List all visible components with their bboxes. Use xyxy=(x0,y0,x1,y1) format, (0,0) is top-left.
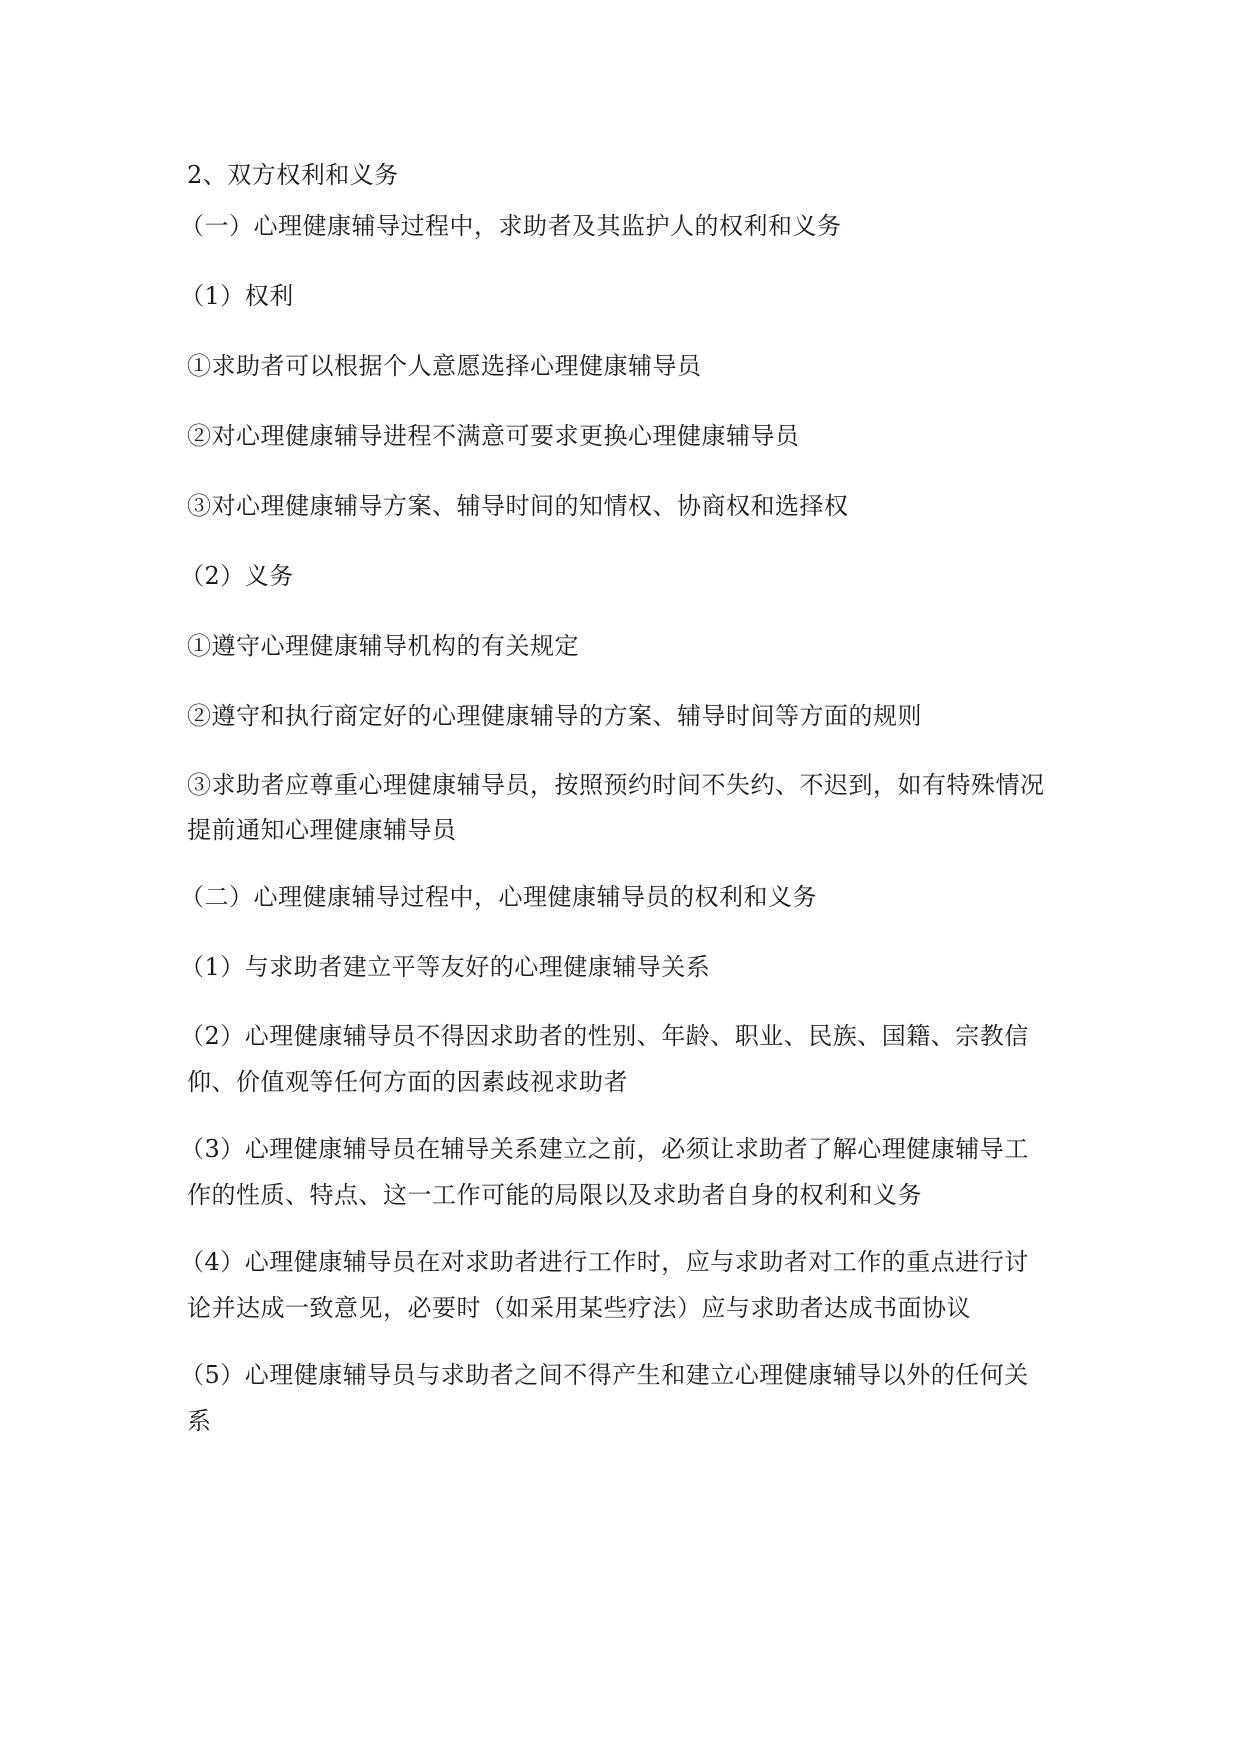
rights-item-1: ①求助者可以根据个人意愿选择心理健康辅导员 xyxy=(187,352,702,380)
rights-item-2: ②对心理健康辅导进程不满意可要求更换心理健康辅导员 xyxy=(187,422,800,450)
duties-item-2: ②遵守和执行商定好的心理健康辅导的方案、辅导时间等方面的规则 xyxy=(187,702,922,730)
duties-item-3-line-1: ③求助者应尊重心理健康辅导员，按照预约时间不失约、不迟到，如有特殊情况 xyxy=(187,771,1045,799)
part-one-heading: （一）心理健康辅导过程中，求助者及其监护人的权利和义务 xyxy=(180,212,842,240)
counselor-item-2-line-1: （2）心理健康辅导员不得因求助者的性别、年龄、职业、民族、国籍、宗教信 xyxy=(180,1022,1029,1050)
duties-item-1: ①遵守心理健康辅导机构的有关规定 xyxy=(187,632,579,660)
counselor-item-5-line-1: （5）心理健康辅导员与求助者之间不得产生和建立心理健康辅导以外的任何关 xyxy=(180,1361,1029,1389)
part-two-heading: （二）心理健康辅导过程中，心理健康辅导员的权利和义务 xyxy=(180,883,817,911)
counselor-item-4-line-2: 论并达成一致意见，必要时（如采用某些疗法）应与求助者达成书面协议 xyxy=(187,1294,971,1322)
rights-item-3: ③对心理健康辅导方案、辅导时间的知情权、协商权和选择权 xyxy=(187,492,849,520)
rights-heading: （1）权利 xyxy=(180,282,294,310)
counselor-item-3-line-1: （3）心理健康辅导员在辅导关系建立之前，必须让求助者了解心理健康辅导工 xyxy=(180,1135,1029,1163)
duties-heading: （2）义务 xyxy=(180,562,294,590)
duties-item-3-line-2: 提前通知心理健康辅导员 xyxy=(187,816,457,844)
counselor-item-3-line-2: 作的性质、特点、这一工作可能的局限以及求助者自身的权利和义务 xyxy=(187,1181,922,1209)
counselor-item-4-line-1: （4）心理健康辅导员在对求助者进行工作时，应与求助者对工作的重点进行讨 xyxy=(180,1248,1029,1276)
section-title: 2、双方权利和义务 xyxy=(187,161,399,189)
counselor-item-2-line-2: 仰、价值观等任何方面的因素歧视求助者 xyxy=(187,1068,628,1096)
counselor-item-1: （1）与求助者建立平等友好的心理健康辅导关系 xyxy=(180,953,711,981)
counselor-item-5-line-2: 系 xyxy=(187,1407,212,1435)
